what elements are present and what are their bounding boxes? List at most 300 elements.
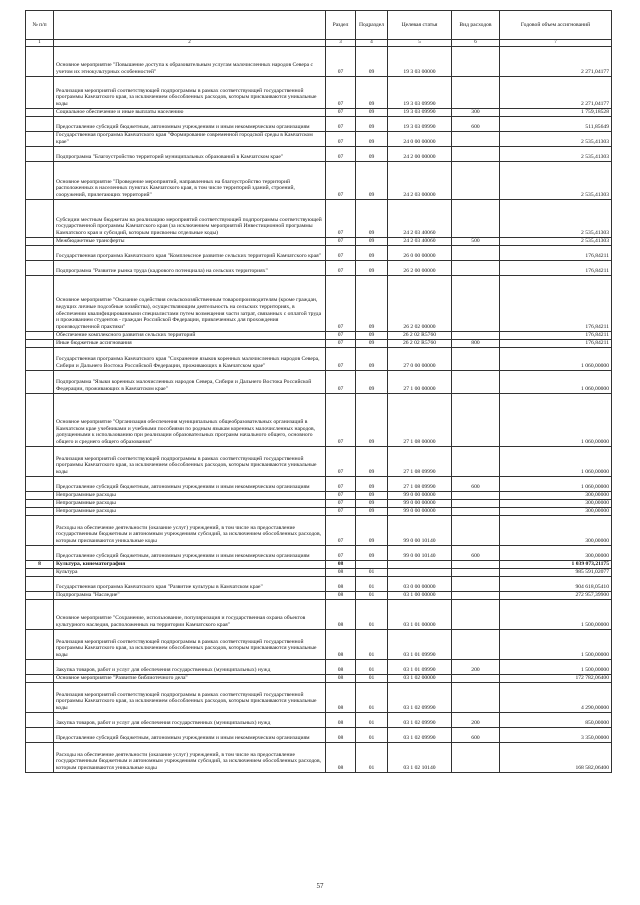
- row-amount: 176,84211: [500, 332, 612, 340]
- header-section: Раздел: [326, 11, 356, 40]
- row-number: [26, 394, 54, 447]
- row-name: Культура: [54, 569, 326, 577]
- row-subsection: 01: [356, 713, 388, 728]
- row-name: Непрограммные расходы: [54, 508, 326, 516]
- row-amount: 300,00000: [500, 492, 612, 500]
- row-subsection: 01: [356, 728, 388, 743]
- row-subsection: 01: [356, 675, 388, 683]
- row-amount: 300,00000: [500, 546, 612, 561]
- row-target-article: 27 1 08 09990: [388, 477, 452, 492]
- row-amount: 850,00000: [500, 713, 612, 728]
- row-amount: 1 500,00000: [500, 660, 612, 675]
- row-subsection: 09: [356, 477, 388, 492]
- row-target-article: 27 1 08 09990: [388, 447, 452, 477]
- row-number: [26, 600, 54, 630]
- row-section: 07: [326, 77, 356, 109]
- row-number: [26, 728, 54, 743]
- row-name: Социальное обеспечение и иные выплаты населению: [54, 109, 326, 117]
- row-subsection: 09: [356, 132, 388, 147]
- row-section: 08: [326, 569, 356, 577]
- row-amount: 2 271,04177: [500, 77, 612, 109]
- row-name: Реализация мероприятий соответствующей подпрограммы в рамках соответствующей государственной программы Камчатского края, за исключением обособленных расходов, которым присваиваются уникальные коды: [54, 77, 326, 109]
- table-row: [26, 630, 612, 660]
- table-header-row: [26, 11, 612, 40]
- row-number: [26, 660, 54, 675]
- row-name: Предоставление субсидий бюджетным, автономным учреждениям и иным некоммерческим организациям: [54, 117, 326, 132]
- row-expense-type: [452, 492, 500, 500]
- row-expense-type: 500: [452, 238, 500, 246]
- row-section: 07: [326, 117, 356, 132]
- row-expense-type: [452, 47, 500, 77]
- table-row: [26, 147, 612, 162]
- row-target-article: 03 1 02 09990: [388, 713, 452, 728]
- row-number: [26, 546, 54, 561]
- row-subsection: 09: [356, 492, 388, 500]
- table-row: [26, 109, 612, 117]
- row-target-article: 24 2 03 40060: [388, 238, 452, 246]
- row-name: Расходы на обеспечение деятельности (оказание услуг) учреждений, в том числе на предоставление государственным бюджетным и автономным учреждениям субсидий, за исключением обособленных расходов, которым присваиваются уникальные коды: [54, 743, 326, 773]
- row-target-article: 19 3 03 09990: [388, 117, 452, 132]
- row-subsection: 09: [356, 77, 388, 109]
- row-amount: 4 290,00000: [500, 683, 612, 713]
- row-section: 07: [326, 200, 356, 238]
- table-row: [26, 348, 612, 371]
- row-section: 08: [326, 577, 356, 592]
- row-target-article: 24 0 00 00000: [388, 132, 452, 147]
- row-subsection: 09: [356, 47, 388, 77]
- row-section: 07: [326, 394, 356, 447]
- row-section: 07: [326, 516, 356, 546]
- row-target-article: 26 2 00 00000: [388, 261, 452, 276]
- row-number: [26, 261, 54, 276]
- row-target-article: 99 0 00 00000: [388, 508, 452, 516]
- row-section: 07: [326, 162, 356, 200]
- row-name: Реализация мероприятий соответствующей подпрограммы в рамках соответствующей государственной программы Камчатского края, за исключением обособленных расходов, которым присваиваются уникальные коды: [54, 447, 326, 477]
- row-expense-type: [452, 147, 500, 162]
- row-subsection: 09: [356, 109, 388, 117]
- row-number: [26, 162, 54, 200]
- row-target-article: 19 3 03 09990: [388, 109, 452, 117]
- row-expense-type: 800: [452, 340, 500, 348]
- table-row: [26, 516, 612, 546]
- row-amount: 3 350,00000: [500, 728, 612, 743]
- header-name: [54, 11, 326, 40]
- header-no: № п/п: [26, 11, 54, 40]
- row-number: [26, 675, 54, 683]
- row-target-article: [388, 561, 452, 569]
- row-number: [26, 743, 54, 773]
- table-row: [26, 332, 612, 340]
- table-row: [26, 660, 612, 675]
- row-amount: 1 060,00000: [500, 348, 612, 371]
- row-name: Основное мероприятие "Организация обеспечения муниципальных общеобразовательных организаций в Камчатском крае учебниками и учебными пособиями по родным языкам коренных малочисленных народов, допущенными к использованию при реализации образовательных программ начального общего, основного общего и среднего общего образования": [54, 394, 326, 447]
- row-target-article: 03 1 02 09990: [388, 683, 452, 713]
- row-amount: 176,84211: [500, 261, 612, 276]
- row-amount: 1 060,00000: [500, 394, 612, 447]
- row-expense-type: 600: [452, 477, 500, 492]
- column-index: 1: [26, 40, 54, 47]
- row-amount: 985 591,02077: [500, 569, 612, 577]
- row-name: Государственная программа Камчатского края "Комплексное развитие сельских территорий Камчатского края": [54, 246, 326, 261]
- row-amount: 300,00000: [500, 508, 612, 516]
- table-row: [26, 546, 612, 561]
- row-subsection: 09: [356, 200, 388, 238]
- table-row: [26, 592, 612, 600]
- row-name: Основное мероприятие "Повышение доступа к образовательным услугам малочисленных народов Севера с учетом их этнокультурных особенностей": [54, 47, 326, 77]
- row-expense-type: 600: [452, 546, 500, 561]
- row-target-article: 03 1 02 10140: [388, 743, 452, 773]
- row-subsection: 01: [356, 577, 388, 592]
- row-subsection: 01: [356, 600, 388, 630]
- row-name: Непрограммные расходы: [54, 500, 326, 508]
- row-amount: 300,00000: [500, 516, 612, 546]
- row-amount: 1 500,00000: [500, 600, 612, 630]
- row-expense-type: [452, 630, 500, 660]
- table-row: [26, 340, 612, 348]
- row-expense-type: [452, 162, 500, 200]
- row-number: [26, 340, 54, 348]
- header-subsection: Подраздел: [356, 11, 388, 40]
- row-expense-type: [452, 200, 500, 238]
- row-expense-type: 200: [452, 660, 500, 675]
- row-expense-type: [452, 246, 500, 261]
- row-section: 07: [326, 500, 356, 508]
- row-name: Реализация мероприятий соответствующей подпрограммы в рамках соответствующей государственной программы Камчатского края, за исключением обособленных расходов, которым присваиваются уникальные коды: [54, 630, 326, 660]
- row-expense-type: [452, 569, 500, 577]
- row-subsection: 09: [356, 546, 388, 561]
- table-row: [26, 683, 612, 713]
- column-index-row: [26, 40, 612, 47]
- row-subsection: 01: [356, 569, 388, 577]
- row-subsection: 09: [356, 238, 388, 246]
- row-name: Основное мероприятие "Развитие библиотечного дела": [54, 675, 326, 683]
- row-expense-type: [452, 332, 500, 340]
- row-subsection: 09: [356, 117, 388, 132]
- table-row: [26, 743, 612, 773]
- column-index: 5: [388, 40, 452, 47]
- row-number: [26, 569, 54, 577]
- row-number: [26, 630, 54, 660]
- row-number: [26, 246, 54, 261]
- row-subsection: 09: [356, 340, 388, 348]
- table-row: [26, 200, 612, 238]
- row-amount: 176,84211: [500, 246, 612, 261]
- row-amount: 1 039 073,21175: [500, 561, 612, 569]
- row-target-article: 24 2 03 00000: [388, 162, 452, 200]
- row-name: Подпрограмма "Развитие рынка труда (кадрового потенциала) на сельских территориях": [54, 261, 326, 276]
- row-subsection: 09: [356, 371, 388, 394]
- table-row: [26, 477, 612, 492]
- row-section: 07: [326, 477, 356, 492]
- row-target-article: 26 2 02 R5760: [388, 340, 452, 348]
- table-row: [26, 47, 612, 77]
- table-row: [26, 675, 612, 683]
- row-target-article: 24 2 00 00000: [388, 147, 452, 162]
- row-section: 07: [326, 492, 356, 500]
- row-target-article: 03 1 01 09990: [388, 630, 452, 660]
- row-expense-type: [452, 447, 500, 477]
- row-subsection: 01: [356, 660, 388, 675]
- table-row: [26, 394, 612, 447]
- row-number: [26, 77, 54, 109]
- row-expense-type: [452, 577, 500, 592]
- row-section: 08: [326, 675, 356, 683]
- row-name: Предоставление субсидий бюджетным, автономным учреждениям и иным некоммерческим организациям: [54, 477, 326, 492]
- row-name: Культура, кинематография: [54, 561, 326, 569]
- row-target-article: [388, 569, 452, 577]
- row-section: 07: [326, 238, 356, 246]
- row-number: [26, 500, 54, 508]
- table-row: [26, 561, 612, 569]
- row-amount: 2 535,41303: [500, 200, 612, 238]
- row-subsection: 09: [356, 332, 388, 340]
- row-section: 07: [326, 546, 356, 561]
- row-amount: 172 782,06400: [500, 675, 612, 683]
- row-target-article: 19 3 03 09990: [388, 77, 452, 109]
- row-number: [26, 332, 54, 340]
- row-expense-type: [452, 561, 500, 569]
- column-index: 4: [356, 40, 388, 47]
- column-index: 2: [54, 40, 326, 47]
- row-number: 8: [26, 561, 54, 569]
- column-index: 3: [326, 40, 356, 47]
- row-target-article: 03 1 01 00000: [388, 600, 452, 630]
- row-expense-type: [452, 500, 500, 508]
- row-expense-type: 600: [452, 728, 500, 743]
- table-body: [26, 47, 612, 773]
- table-row: [26, 132, 612, 147]
- table-row: [26, 569, 612, 577]
- row-expense-type: 300: [452, 109, 500, 117]
- row-expense-type: [452, 675, 500, 683]
- column-index: 6: [452, 40, 500, 47]
- table-row: [26, 276, 612, 332]
- row-subsection: 09: [356, 276, 388, 332]
- row-amount: 1 060,00000: [500, 371, 612, 394]
- row-name: Основное мероприятие "Сохранение, использование, популяризация и государственная охрана объектов культурного наследия, расположенных на территории Камчатского края": [54, 600, 326, 630]
- row-amount: 2 271,04177: [500, 47, 612, 77]
- row-number: [26, 447, 54, 477]
- row-section: 07: [326, 276, 356, 332]
- row-number: [26, 508, 54, 516]
- row-subsection: 09: [356, 147, 388, 162]
- row-name: Иные бюджетные ассигнования: [54, 340, 326, 348]
- table-row: [26, 238, 612, 246]
- header-expense-type: Вид расходов: [452, 11, 500, 40]
- row-subsection: 01: [356, 630, 388, 660]
- row-expense-type: [452, 132, 500, 147]
- row-number: [26, 276, 54, 332]
- table-row: [26, 728, 612, 743]
- row-name: Расходы на обеспечение деятельности (оказание услуг) учреждений, в том числе на предоставление государственным бюджетным и автономным учреждениям субсидий, за исключением обособленных расходов, которым присваиваются уникальные коды: [54, 516, 326, 546]
- row-subsection: 09: [356, 516, 388, 546]
- row-subsection: 09: [356, 162, 388, 200]
- column-index: 7: [500, 40, 612, 47]
- row-number: [26, 371, 54, 394]
- row-expense-type: 200: [452, 713, 500, 728]
- table-row: [26, 261, 612, 276]
- row-section: 07: [326, 47, 356, 77]
- row-name: Обеспечение комплексного развития сельских территорий: [54, 332, 326, 340]
- row-section: 08: [326, 561, 356, 569]
- row-section: 08: [326, 592, 356, 600]
- row-target-article: 03 1 00 00000: [388, 592, 452, 600]
- row-subsection: 09: [356, 447, 388, 477]
- row-name: Реализация мероприятий соответствующей подпрограммы в рамках соответствующей государственной программы Камчатского края, за исключением обособленных расходов, которым присваиваются уникальные коды: [54, 683, 326, 713]
- row-name: Государственная программа Камчатского края "Формирование современной городской среды в Камчатском крае": [54, 132, 326, 147]
- row-expense-type: [452, 394, 500, 447]
- table-row: [26, 492, 612, 500]
- row-section: 08: [326, 630, 356, 660]
- row-name: Предоставление субсидий бюджетным, автономным учреждениям и иным некоммерческим организациям: [54, 546, 326, 561]
- row-section: 07: [326, 332, 356, 340]
- row-number: [26, 47, 54, 77]
- row-amount: 2 535,41303: [500, 238, 612, 246]
- row-target-article: 03 0 00 00000: [388, 577, 452, 592]
- row-amount: 511,85649: [500, 117, 612, 132]
- table-row: [26, 500, 612, 508]
- table-row: [26, 577, 612, 592]
- row-number: [26, 109, 54, 117]
- row-target-article: 27 1 08 00000: [388, 394, 452, 447]
- row-section: 08: [326, 600, 356, 630]
- row-section: 08: [326, 683, 356, 713]
- row-amount: 272 957,39900: [500, 592, 612, 600]
- row-name: Основное мероприятие "Оказание содействия сельскохозяйственным товаропроизводителям (кроме граждан, ведущих личные подсобные хозяйства), осуществляющим деятельность на сельских территориях, в обеспечении квалифицированными специалистами путем возмещения части затрат, связанных с оплатой труда и проживанием студентов - граждан Российской Федерации, привлеченных для прохождения производственной практики": [54, 276, 326, 332]
- row-target-article: 26 0 00 00000: [388, 246, 452, 261]
- row-section: 07: [326, 508, 356, 516]
- row-target-article: 24 2 03 40060: [388, 200, 452, 238]
- row-subsection: [356, 561, 388, 569]
- row-number: [26, 577, 54, 592]
- row-name: Основное мероприятие "Проведение мероприятий, направленных на благоустройство территорий расположенных в населенных пунктах Камчатского края, в том числе территорий зданий, строений, сооружений, прилегающих территорий": [54, 162, 326, 200]
- row-target-article: 99 0 00 10140: [388, 546, 452, 561]
- row-section: 07: [326, 109, 356, 117]
- row-number: [26, 348, 54, 371]
- row-number: [26, 132, 54, 147]
- row-name: Подпрограмма "Языки коренных малочисленных народов Севера, Сибири и Дальнего Востока Российской Федерации, проживающих в Камчатском крае": [54, 371, 326, 394]
- row-expense-type: [452, 592, 500, 600]
- row-amount: 2 535,41303: [500, 132, 612, 147]
- row-section: 08: [326, 713, 356, 728]
- row-number: [26, 713, 54, 728]
- row-subsection: 09: [356, 500, 388, 508]
- row-amount: 904 618,05410: [500, 577, 612, 592]
- page-number: 57: [316, 882, 324, 890]
- row-target-article: 26 2 02 R5760: [388, 332, 452, 340]
- row-name: Закупка товаров, работ и услуг для обеспечения государственных (муниципальных) нужд: [54, 660, 326, 675]
- row-section: 07: [326, 348, 356, 371]
- table-row: [26, 508, 612, 516]
- row-expense-type: [452, 77, 500, 109]
- row-section: 07: [326, 447, 356, 477]
- row-number: [26, 592, 54, 600]
- row-subsection: 09: [356, 261, 388, 276]
- table-row: [26, 600, 612, 630]
- row-amount: 2 535,41303: [500, 147, 612, 162]
- row-expense-type: [452, 516, 500, 546]
- row-name: Межбюджетные трансферты: [54, 238, 326, 246]
- row-amount: 1 060,00000: [500, 447, 612, 477]
- row-subsection: 01: [356, 743, 388, 773]
- row-section: 08: [326, 728, 356, 743]
- row-target-article: 03 1 02 00000: [388, 675, 452, 683]
- row-amount: 176,84211: [500, 276, 612, 332]
- table-row: [26, 77, 612, 109]
- row-amount: 1 060,00000: [500, 477, 612, 492]
- row-number: [26, 477, 54, 492]
- row-expense-type: [452, 600, 500, 630]
- row-expense-type: [452, 276, 500, 332]
- row-name: Субсидии местным бюджетам на реализацию мероприятий соответствующей подпрограммы соответствующей государственной программы Камчатского края (за исключением мероприятий Инвестиционной программы Камчатского края и субсидий, которым присвоены отдельные коды): [54, 200, 326, 238]
- row-number: [26, 117, 54, 132]
- row-subsection: 01: [356, 683, 388, 713]
- row-name: Подпрограмма "Наследие": [54, 592, 326, 600]
- row-target-article: 99 0 00 00000: [388, 500, 452, 508]
- row-section: 07: [326, 261, 356, 276]
- table-row: [26, 371, 612, 394]
- row-number: [26, 200, 54, 238]
- row-name: Предоставление субсидий бюджетным, автономным учреждениям и иным некоммерческим организациям: [54, 728, 326, 743]
- row-target-article: 27 0 00 00000: [388, 348, 452, 371]
- row-section: 08: [326, 743, 356, 773]
- row-amount: 176,84211: [500, 340, 612, 348]
- row-expense-type: [452, 743, 500, 773]
- row-section: 08: [326, 660, 356, 675]
- table-row: [26, 246, 612, 261]
- header-sum: Годовой объем ассигнований: [500, 11, 612, 40]
- row-subsection: 09: [356, 246, 388, 261]
- row-amount: 168 582,06400: [500, 743, 612, 773]
- row-subsection: 09: [356, 394, 388, 447]
- row-name: Государственная программа Камчатского края "Развитие культуры в Камчатском крае": [54, 577, 326, 592]
- row-subsection: 01: [356, 592, 388, 600]
- row-expense-type: [452, 348, 500, 371]
- row-name: Государственная программа Камчатского края "Сохранение языков коренных малочисленных народов Севера, Сибири и Дальнего Востока Российской Федерации, проживающих в Камчатском крае": [54, 348, 326, 371]
- header-target: Целевая статья: [388, 11, 452, 40]
- table-row: [26, 447, 612, 477]
- row-section: 07: [326, 132, 356, 147]
- row-number: [26, 147, 54, 162]
- row-subsection: 09: [356, 348, 388, 371]
- row-expense-type: [452, 508, 500, 516]
- row-amount: 300,00000: [500, 500, 612, 508]
- table-row: [26, 713, 612, 728]
- row-name: Подпрограмма "Благоустройство территорий муниципальных образований в Камчатском крае": [54, 147, 326, 162]
- row-expense-type: 600: [452, 117, 500, 132]
- budget-table: [25, 10, 612, 773]
- table-row: [26, 117, 612, 132]
- row-name: Непрограммные расходы: [54, 492, 326, 500]
- row-target-article: 03 1 02 09990: [388, 728, 452, 743]
- row-section: 07: [326, 340, 356, 348]
- row-target-article: 99 0 00 10140: [388, 516, 452, 546]
- row-expense-type: [452, 371, 500, 394]
- row-target-article: 19 3 03 00000: [388, 47, 452, 77]
- row-target-article: 99 0 00 00000: [388, 492, 452, 500]
- row-name: Закупка товаров, работ и услуг для обеспечения государственных (муниципальных) нужд: [54, 713, 326, 728]
- row-target-article: 03 1 01 09990: [388, 660, 452, 675]
- row-amount: 2 535,41303: [500, 162, 612, 200]
- row-number: [26, 516, 54, 546]
- row-target-article: 27 1 00 00000: [388, 371, 452, 394]
- row-number: [26, 492, 54, 500]
- table-row: [26, 162, 612, 200]
- row-amount: 1 759,18528: [500, 109, 612, 117]
- row-subsection: 09: [356, 508, 388, 516]
- row-expense-type: [452, 683, 500, 713]
- row-section: 07: [326, 147, 356, 162]
